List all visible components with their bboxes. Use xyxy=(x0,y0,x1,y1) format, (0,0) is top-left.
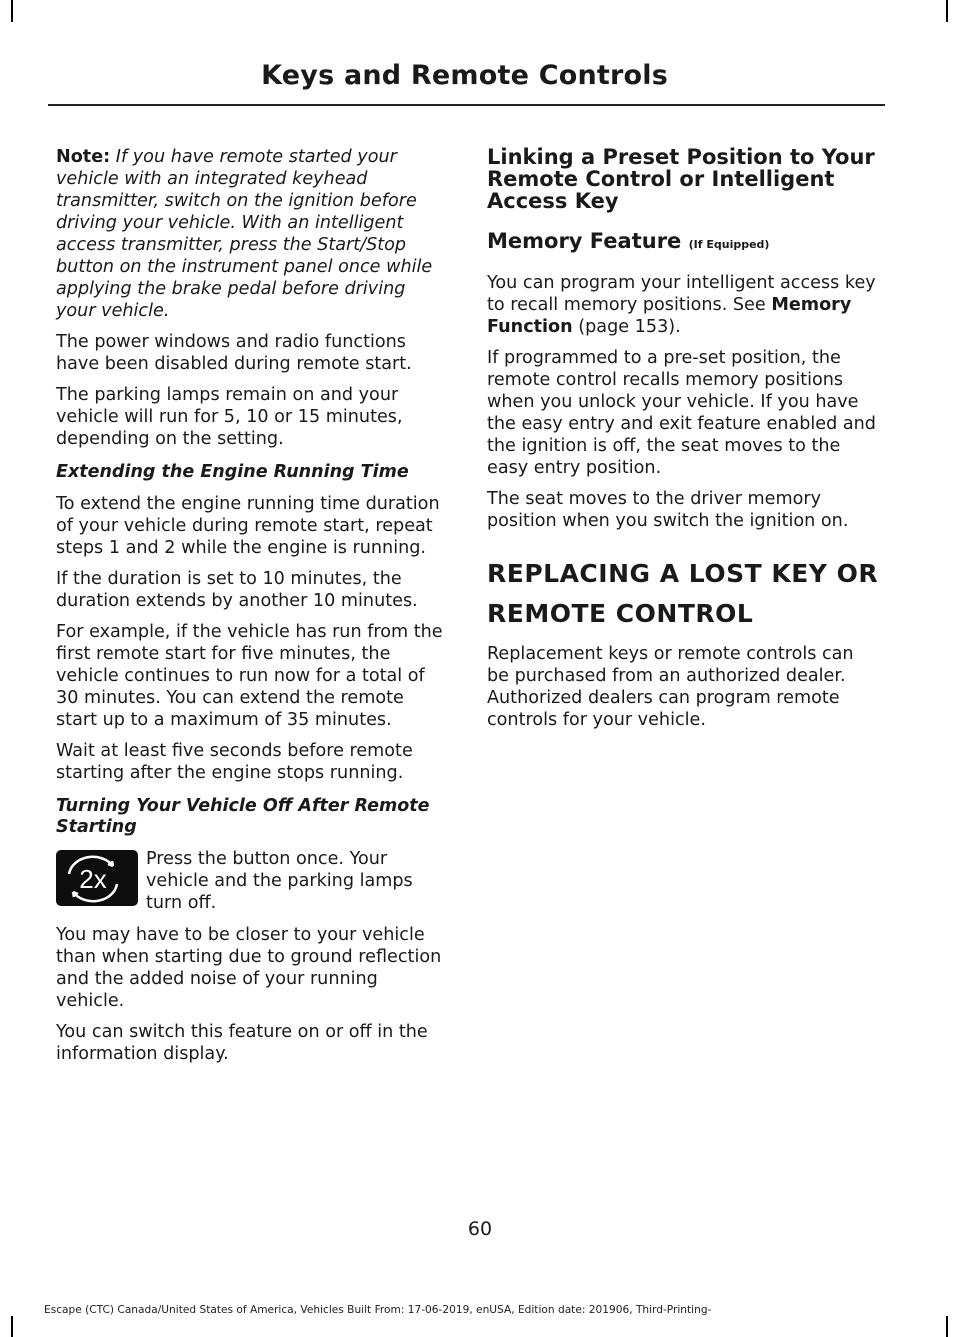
paragraph: Wait at least five seconds before remote starting after the engine stops running. xyxy=(56,741,413,783)
paragraph: Replacement keys or remote controls can be purchased from an authorized dealer. Authorized dealers can program remote controls for your vehicle. xyxy=(487,644,854,730)
note-paragraph xyxy=(56,146,448,322)
crop-mark-bottom-left xyxy=(11,1316,13,1337)
page-reference: (page 153). xyxy=(572,317,681,337)
note-label: Note: xyxy=(56,147,111,167)
crop-mark-top-right xyxy=(946,0,948,22)
footer-text: Escape (CTC) Canada/United States of America, Vehicles Built From: 17-06-2019, enUSA, Edition date: 201906, Third-Printing- xyxy=(44,1304,712,1316)
heading-line-2: REMOTE CONTROL xyxy=(487,599,754,628)
paragraph: If the duration is set to 10 minutes, the duration extends by another 10 minutes. xyxy=(56,569,418,611)
press-twice-instruction xyxy=(56,848,448,914)
heading-memory-text: Memory Feature xyxy=(487,229,682,253)
right-column xyxy=(487,146,881,740)
paragraph: The parking lamps remain on and your vehicle will run for 5, 10 or 15 minutes, depending on the setting. xyxy=(56,385,403,449)
crop-mark-bottom-right xyxy=(946,1316,948,1337)
subheading-turning-off: Turning Your Vehicle Off After Remote Starting xyxy=(56,796,430,837)
heading-linking-preset: Linking a Preset Position to Your Remote Control or Intelligent Access Key xyxy=(487,145,875,213)
page-title: Keys and Remote Controls xyxy=(261,60,668,91)
paragraph: You may have to be closer to your vehicle than when starting due to ground reflection and the added noise of your running vehicle. xyxy=(56,925,442,1011)
header-divider xyxy=(48,104,885,106)
paragraph: You can switch this feature on or off in the information display. xyxy=(56,1022,428,1064)
page-number: 60 xyxy=(467,1218,493,1240)
paragraph: If programmed to a pre-set position, the remote control recalls memory positions when you unlock your vehicle. If you have the easy entry and exit feature enabled and the ignition is off, the seat moves to the easy entry position. xyxy=(487,348,876,478)
heading-line-1: REPLACING A LOST KEY OR xyxy=(487,559,879,588)
paragraph: The seat moves to the driver memory position when you switch the ignition on. xyxy=(487,489,849,531)
paragraph-text: You can program your intelligent access key to recall memory positions. See xyxy=(487,273,876,315)
paragraph xyxy=(487,272,881,338)
note-text: If you have remote started your vehicle with an integrated keyhead transmitter, switch on the ignition before driving your vehicle. With an intelligent access transmitter, press the Start/Stop button on the instrument panel once while applying the brake pedal before driving your vehicle. xyxy=(56,147,433,321)
heading-replacing-lost-key xyxy=(487,558,881,629)
if-equipped-label: (If Equipped) xyxy=(688,238,770,251)
memory-function-link[interactable]: Memory Function xyxy=(487,295,852,337)
crop-mark-top-left xyxy=(11,0,13,22)
paragraph: To extend the engine running time duration of your vehicle during remote start, repeat steps 1 and 2 while the engine is running. xyxy=(56,494,440,558)
paragraph: For example, if the vehicle has run from the first remote start for five minutes, the vehicle continues to run now for a total of 30 minutes. You can extend the remote start up to a maximum of 35 minutes. xyxy=(56,622,443,730)
subheading-extending: Extending the Engine Running Time xyxy=(56,462,409,482)
icon-description: Press the button once. Your vehicle and the parking lamps turn off. xyxy=(146,849,413,913)
heading-memory-feature xyxy=(487,228,881,258)
left-column xyxy=(56,146,448,1074)
press-twice-icon-label: 2x xyxy=(79,864,107,894)
press-twice-icon xyxy=(56,850,138,906)
paragraph: The power windows and radio functions have been disabled during remote start. xyxy=(56,332,412,374)
